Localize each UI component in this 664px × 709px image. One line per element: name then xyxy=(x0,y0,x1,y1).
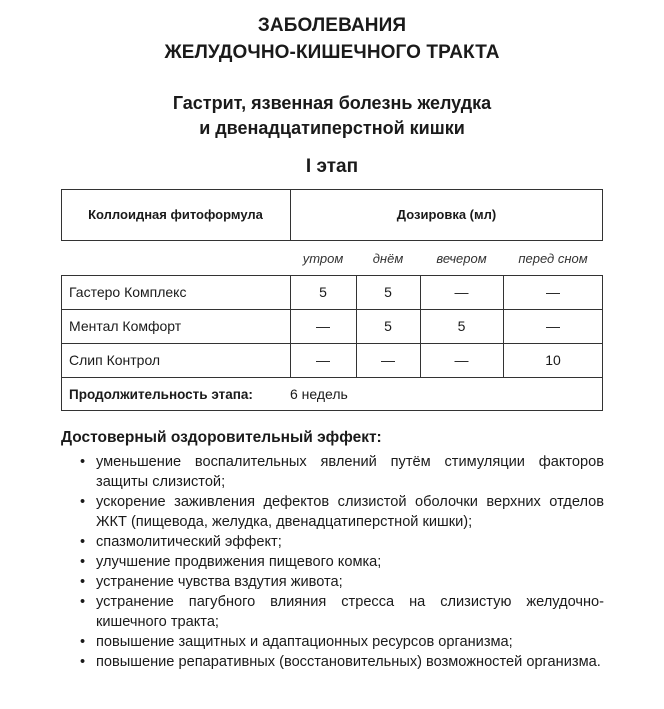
table-cell: 5 xyxy=(384,318,392,334)
bullet-icon: • xyxy=(80,654,86,670)
list-item: • устранение пагубного влияния стресса на слизистую желудочно-кишечного тракта; xyxy=(80,594,604,630)
list-item: • повышение защитных и адаптационных ресурсов организма; xyxy=(80,634,513,650)
list-item: • устранение чувства вздутия живота; xyxy=(80,574,343,590)
list-item: • ускорение заживления дефектов слизистой оболочки верхних отделов ЖКТ (пищевода, желудка, двенадцатиперстной кишки); xyxy=(80,494,604,530)
bullet-icon: • xyxy=(80,454,86,470)
col-formula-header: Коллоидная фитоформула xyxy=(88,207,263,222)
title-line-1: ЗАБОЛЕВАНИЯ xyxy=(257,15,407,36)
time-bedtime: перед сном xyxy=(518,250,588,266)
stage-title: I этап xyxy=(305,156,359,177)
time-morning: утром xyxy=(302,250,344,266)
effects-title: Достоверный оздоровительный эффект: xyxy=(61,429,382,446)
table-cell: — xyxy=(316,318,330,334)
bullet-icon: • xyxy=(80,534,86,550)
list-item: • улучшение продвижения пищевого комка; xyxy=(80,554,382,570)
table-cell: — xyxy=(546,284,560,300)
effects-list xyxy=(80,452,604,672)
list-item: • спазмолитический эффект; xyxy=(80,534,282,550)
table-row-name: Гастеро Комплекс xyxy=(69,284,187,300)
table-cell: — xyxy=(454,284,469,300)
bullet-icon: • xyxy=(80,634,86,650)
list-item: • повышение репаративных (восстановительных) возможностей организма. xyxy=(80,654,601,670)
table-cell: — xyxy=(381,352,395,368)
subtitle-line-1: Гастрит, язвенная болезнь желудка xyxy=(172,93,492,113)
table-row-name: Слип Контрол xyxy=(69,352,161,368)
title-line-2: ЖЕЛУДОЧНО-КИШЕЧНОГО ТРАКТА xyxy=(164,42,500,63)
table-cell: — xyxy=(546,318,560,334)
time-evening: вечером xyxy=(436,250,487,266)
time-day: днём xyxy=(372,250,404,266)
list-item: • уменьшение воспалительных явлений путём стимуляции факторов защиты слизистой; xyxy=(80,454,604,490)
table-cell: 10 xyxy=(545,352,561,368)
duration-value: 6 недель xyxy=(290,386,348,402)
subtitle-line-2: и двенадцатиперстной кишки xyxy=(199,118,465,138)
col-dose-header: Дозировка (мл) xyxy=(396,207,497,222)
duration-label: Продолжительность этапа: xyxy=(69,386,253,402)
table-row-name: Ментал Комфорт xyxy=(69,318,182,334)
bullet-icon: • xyxy=(80,574,86,590)
table-cell: 5 xyxy=(384,284,392,300)
bullet-icon: • xyxy=(80,594,86,610)
bullet-icon: • xyxy=(80,494,86,510)
table-cell: 5 xyxy=(319,284,327,300)
bullet-icon: • xyxy=(80,554,86,570)
table-cell: 5 xyxy=(457,318,466,334)
dosage-table xyxy=(61,189,603,411)
table-cell: — xyxy=(454,352,469,368)
table-cell: — xyxy=(316,352,330,368)
